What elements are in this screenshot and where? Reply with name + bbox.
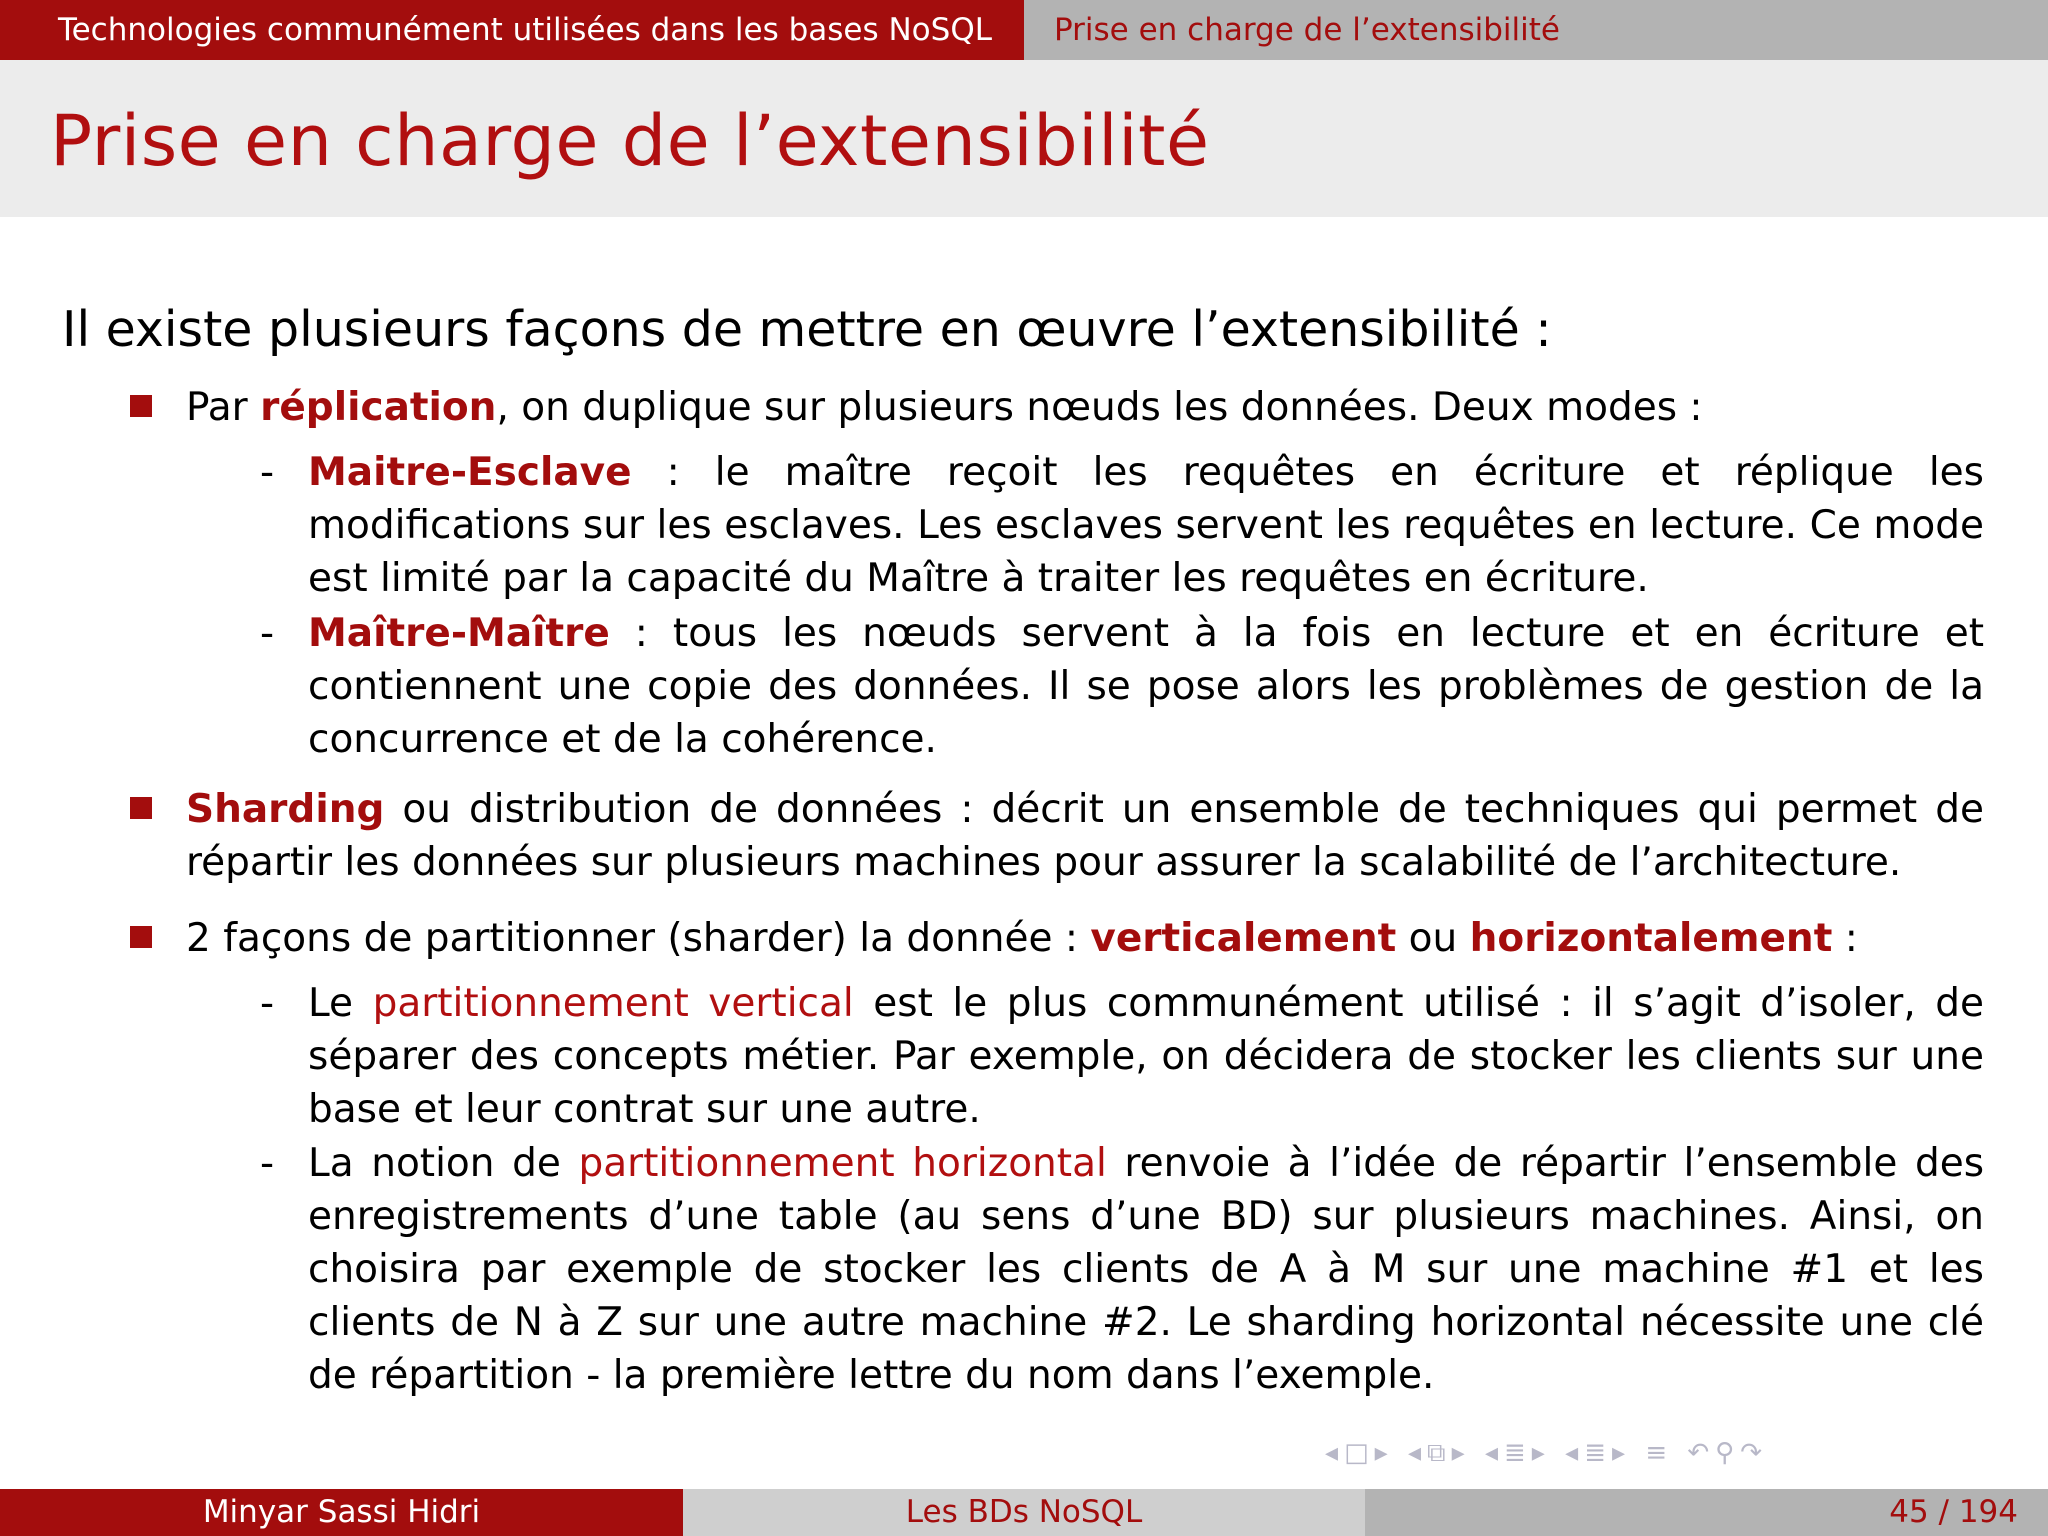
footer-short-title: Les BDs NoSQL — [683, 1489, 1365, 1536]
nav-section-icon[interactable]: ≣ — [1504, 1438, 1532, 1468]
footer-bar — [0, 1489, 2048, 1536]
dash-marker: - — [260, 981, 275, 1026]
keyword-verticalement: verticalement — [1090, 916, 1397, 961]
sub-horizontal: La notion de partitionnement horizontal renvoie à l’idée de répartir l’ensemble des enregistrements d’une table (au sens d’une BD) sur plusieurs machines. Ainsi, on choisira par exemple de stocker les clients de A à M sur une machine #1 et les clients de N à Z sur une autre machine #2. Le sharding horizontal nécessite une clé de répartition - la première lettre du nom dans l’exemple. — [308, 1141, 1985, 1398]
sub-maitre-maitre: Maître-Maître : tous les nœuds servent à la fois en lecture et en écriture et contiennent une copie des données. Il se pose alors les problèmes de gestion de la concurrence et de la cohérence. — [308, 611, 1984, 762]
footer-author: Minyar Sassi Hidri — [0, 1489, 683, 1536]
nav-prev-section-icon[interactable]: ◂ — [1484, 1438, 1504, 1468]
navigation-symbols[interactable] — [1325, 1438, 1768, 1469]
keyword-replication: réplication — [260, 385, 497, 430]
nav-redo-icon[interactable]: ↷ — [1740, 1438, 1769, 1468]
nav-next-part-icon[interactable]: ▸ — [1611, 1438, 1632, 1468]
header-section-label: Technologies communément utilisées dans les bases NoSQL — [57, 12, 992, 48]
nav-prev-slide-icon[interactable]: ◂ — [1325, 1438, 1345, 1468]
page-title: Prise en charge de l’extensibilité — [50, 100, 1210, 182]
dash-marker: - — [260, 1141, 275, 1186]
dash-marker: - — [260, 450, 275, 495]
nav-prev-subsection-icon[interactable]: ◂ — [1407, 1438, 1428, 1468]
nav-next-section-icon[interactable]: ▸ — [1531, 1438, 1551, 1468]
keyword-maitre-esclave: Maitre-Esclave — [308, 450, 632, 495]
footer-page-number: 45 / 194 — [1365, 1489, 2048, 1536]
intro-text: Il existe plusieurs façons de mettre en œuvre l’extensibilité : — [62, 301, 1552, 358]
highlight-horizontal: partitionnement horizontal — [578, 1141, 1107, 1186]
keyword-horizontalement: horizontalement — [1469, 916, 1833, 961]
keyword-maitre-maitre: Maître-Maître — [308, 611, 610, 656]
sub-maitre-esclave: Maitre-Esclave : le maître reçoit les requêtes en écriture et réplique les modifications sur les esclaves. Les esclaves servent les requêtes en lecture. Ce mode est limité par la capacité du Maître à traiter les requêtes en écriture. — [308, 450, 1984, 601]
frame-title-bar — [0, 60, 2048, 217]
keyword-sharding: Sharding — [186, 787, 385, 832]
nav-next-slide-icon[interactable]: ▸ — [1374, 1438, 1394, 1468]
header-bar — [0, 0, 2048, 60]
nav-search-icon[interactable]: ⚲ — [1715, 1438, 1741, 1468]
bullet-square-icon — [130, 926, 152, 948]
bullet-replication: Par réplication, on duplique sur plusieurs nœuds les données. Deux modes : — [186, 385, 1703, 430]
nav-prev-part-icon[interactable]: ◂ — [1565, 1438, 1585, 1468]
bullet-partitioning: 2 façons de partitionner (sharder) la donnée : verticalement ou horizontalement : — [186, 916, 1858, 961]
highlight-vertical: partitionnement vertical — [372, 981, 854, 1026]
sub-vertical: Le partitionnement vertical est le plus communément utilisé : il s’agit d’isoler, de séparer des concepts métier. Par exemple, on décidera de stocker les clients sur une base et leur contrat sur une autre. — [308, 981, 1985, 1132]
dash-marker: - — [260, 611, 275, 656]
nav-align-icon[interactable]: ≡ — [1645, 1438, 1674, 1468]
nav-frame-icon[interactable]: □ — [1344, 1438, 1375, 1468]
bullet-square-icon — [130, 395, 152, 417]
bullet-square-icon — [130, 797, 152, 819]
nav-undo-icon[interactable]: ↶ — [1687, 1438, 1716, 1468]
nav-subsection-icon[interactable]: ⧉ — [1427, 1438, 1452, 1468]
nav-next-subsection-icon[interactable]: ▸ — [1451, 1438, 1471, 1468]
bullet-sharding: Sharding ou distribution de données : décrit un ensemble de techniques qui permet de répartir les données sur plusieurs machines pour assurer la scalabilité de l’architecture. — [186, 787, 1984, 885]
header-subsection[interactable]: Prise en charge de l’extensibilité — [1024, 0, 2048, 60]
header-section[interactable] — [0, 0, 1024, 60]
nav-part-icon[interactable]: ≣ — [1584, 1438, 1612, 1468]
